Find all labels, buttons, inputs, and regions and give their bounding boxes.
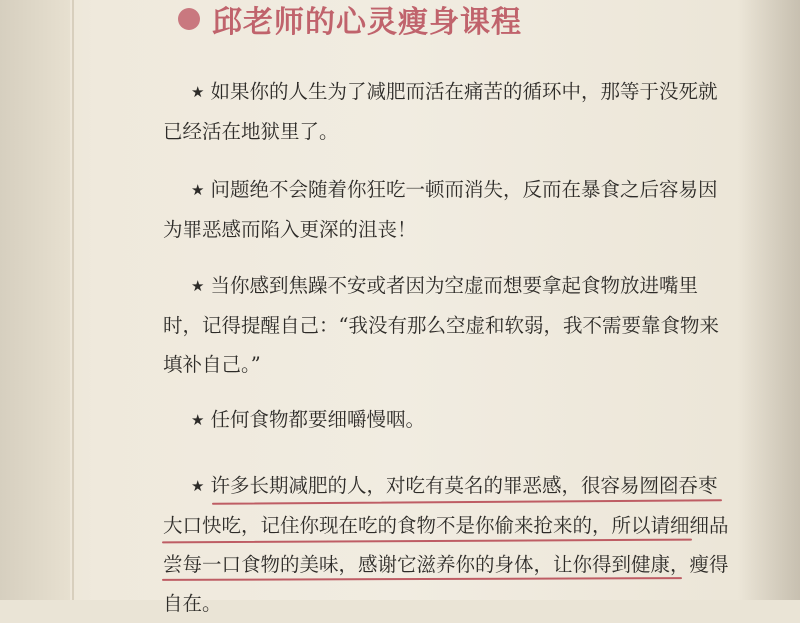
- paragraph-line: [163, 170, 723, 210]
- paragraph-line: 填补自己。”: [163, 353, 261, 376]
- page-edge-shadow: [740, 0, 800, 600]
- paragraph-line: [163, 266, 723, 306]
- tip-paragraph: [163, 266, 723, 384]
- paragraph-line: 尝每一口食物的美味，感谢它滋养你的身体，让你得到健康，瘦得: [163, 553, 729, 576]
- paragraph-line: 时，记得提醒自己：“我没有那么空虚和软弱，我不需要靠食物来: [163, 314, 719, 337]
- tip-paragraph: [163, 170, 723, 249]
- paragraph-line: [163, 400, 723, 440]
- paragraph-text: 任何食物都要细嚼慢咽。: [210, 408, 425, 431]
- bullet-dot-icon: [178, 8, 200, 30]
- paragraph-text: 许多长期减肥的人，对吃有莫名的罪恶感，很容易囫囵吞枣: [210, 474, 718, 497]
- tip-paragraph: [163, 400, 723, 440]
- page-spine: [72, 0, 74, 600]
- star-icon: ★: [191, 477, 205, 495]
- star-icon: ★: [191, 411, 205, 429]
- star-icon: ★: [191, 181, 205, 199]
- tip-paragraph-highlighted: [163, 466, 729, 623]
- paragraph-text: 如果你的人生为了减肥而活在痛苦的循环中，那等于没死就: [210, 80, 718, 103]
- paragraph-line: 为罪恶感而陷入更深的沮丧！: [163, 218, 417, 241]
- page-gutter: [0, 0, 70, 600]
- paragraph-line: 自在。: [163, 592, 222, 615]
- paragraph-line: [163, 72, 723, 112]
- chapter-header: [178, 0, 522, 40]
- paragraph-line: 已经活在地狱里了。: [163, 120, 339, 143]
- chapter-title: 邱老师的心灵瘦身课程: [212, 5, 522, 40]
- paragraph-text: 问题绝不会随着你狂吃一顿而消失，反而在暴食之后容易因: [210, 178, 718, 201]
- tip-paragraph: [163, 72, 723, 151]
- paragraph-line: 大口快吃，记住你现在吃的食物不是你偷来抢来的，所以请细细品: [163, 514, 729, 537]
- paragraph-text: 当你感到焦躁不安或者因为空虚而想要拿起食物放进嘴里: [210, 274, 698, 297]
- star-icon: ★: [191, 277, 205, 295]
- star-icon: ★: [191, 83, 205, 101]
